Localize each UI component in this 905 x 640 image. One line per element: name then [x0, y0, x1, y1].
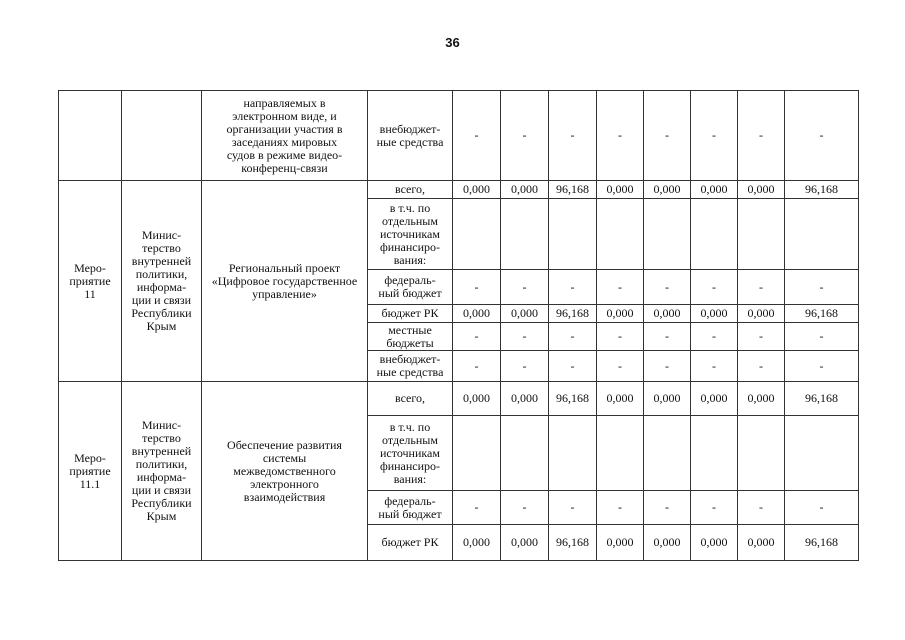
- funding-source-label: всего,: [368, 181, 453, 199]
- value-cell: 0,000: [453, 525, 501, 561]
- value-cell: 0,000: [738, 382, 785, 416]
- funding-source-label: внебюджет- ные средства: [368, 91, 453, 181]
- value-cell-empty: [453, 199, 501, 270]
- funding-source-label: бюджет РК: [368, 305, 453, 323]
- description-cell: Обеспечение развития системы межведомственного электронного взаимодействия: [202, 382, 368, 561]
- funding-source-label: федераль- ный бюджет: [368, 491, 453, 525]
- value-cell-dash: -: [549, 323, 597, 351]
- value-cell: 0,000: [501, 525, 549, 561]
- value-cell-empty: [785, 416, 859, 491]
- value-cell-dash: -: [501, 351, 549, 382]
- table-row: [59, 382, 859, 416]
- value-cell-dash: -: [453, 351, 501, 382]
- description-cell: направляемых в электронном виде, и организации участия в заседаниях мировых судов в режиме видео- конференц-связи: [202, 91, 368, 181]
- value-cell-empty: [644, 416, 691, 491]
- funding-source-label: в т.ч. по отдельным источникам финансиро- вания:: [368, 416, 453, 491]
- value-cell: 0,000: [453, 181, 501, 199]
- value-cell: 96,168: [549, 181, 597, 199]
- value-cell: 96,168: [549, 525, 597, 561]
- table-row: [59, 91, 859, 181]
- value-cell-empty: [597, 199, 644, 270]
- value-cell: 0,000: [501, 305, 549, 323]
- value-cell-dash: -: [549, 491, 597, 525]
- value-cell: 0,000: [453, 305, 501, 323]
- value-cell-dash: -: [597, 491, 644, 525]
- event-name-cell: Меро- приятие 11: [59, 181, 122, 382]
- value-cell-empty: [597, 416, 644, 491]
- value-cell-empty: [501, 199, 549, 270]
- value-cell-dash: -: [453, 323, 501, 351]
- executor-cell: Минис- терство внутренней политики, информа- ции и связи Республики Крым: [122, 382, 202, 561]
- value-cell-dash: -: [785, 91, 859, 181]
- value-cell-dash: -: [597, 270, 644, 305]
- value-cell: 0,000: [644, 382, 691, 416]
- value-cell: 0,000: [691, 382, 738, 416]
- value-cell: 0,000: [691, 305, 738, 323]
- value-cell-empty: [453, 416, 501, 491]
- executor-cell: [122, 91, 202, 181]
- value-cell-dash: -: [691, 491, 738, 525]
- value-cell-dash: -: [644, 351, 691, 382]
- value-cell: 96,168: [785, 181, 859, 199]
- value-cell-dash: -: [738, 351, 785, 382]
- value-cell: 0,000: [738, 525, 785, 561]
- value-cell-dash: -: [453, 91, 501, 181]
- value-cell-empty: [785, 199, 859, 270]
- value-cell-empty: [644, 199, 691, 270]
- value-cell-dash: -: [453, 491, 501, 525]
- value-cell-dash: -: [549, 270, 597, 305]
- value-cell-dash: -: [644, 323, 691, 351]
- value-cell-dash: -: [644, 270, 691, 305]
- value-cell-dash: -: [785, 491, 859, 525]
- value-cell: 0,000: [738, 305, 785, 323]
- value-cell-dash: -: [644, 491, 691, 525]
- funding-source-label: всего,: [368, 382, 453, 416]
- funding-source-label: внебюджет- ные средства: [368, 351, 453, 382]
- value-cell-dash: -: [501, 91, 549, 181]
- value-cell-empty: [549, 199, 597, 270]
- value-cell-empty: [691, 416, 738, 491]
- value-cell: 0,000: [597, 305, 644, 323]
- value-cell: 96,168: [785, 525, 859, 561]
- value-cell: 96,168: [785, 382, 859, 416]
- value-cell-empty: [549, 416, 597, 491]
- page-number: 36: [445, 35, 460, 50]
- value-cell: 96,168: [549, 305, 597, 323]
- value-cell-dash: -: [644, 91, 691, 181]
- value-cell-dash: -: [691, 270, 738, 305]
- event-name-cell: [59, 91, 122, 181]
- value-cell: 0,000: [597, 525, 644, 561]
- executor-cell: Минис- терство внутренней политики, информа- ции и связи Республики Крым: [122, 181, 202, 382]
- value-cell: 0,000: [644, 525, 691, 561]
- value-cell-dash: -: [785, 351, 859, 382]
- value-cell-dash: -: [597, 91, 644, 181]
- value-cell-dash: -: [501, 323, 549, 351]
- value-cell-dash: -: [597, 323, 644, 351]
- value-cell: 0,000: [738, 181, 785, 199]
- value-cell: 0,000: [453, 382, 501, 416]
- table-row: [59, 181, 859, 199]
- value-cell-dash: -: [738, 270, 785, 305]
- value-cell-dash: -: [785, 270, 859, 305]
- value-cell-dash: -: [501, 491, 549, 525]
- event-name-cell: Меро- приятие 11.1: [59, 382, 122, 561]
- funding-source-label: в т.ч. по отдельным источникам финансиро- вания:: [368, 199, 453, 270]
- value-cell-empty: [738, 199, 785, 270]
- value-cell: 0,000: [597, 181, 644, 199]
- value-cell: 0,000: [597, 382, 644, 416]
- value-cell: 0,000: [501, 181, 549, 199]
- value-cell: 96,168: [549, 382, 597, 416]
- value-cell-dash: -: [738, 323, 785, 351]
- value-cell: 96,168: [785, 305, 859, 323]
- value-cell-dash: -: [738, 491, 785, 525]
- value-cell-empty: [691, 199, 738, 270]
- value-cell-dash: -: [549, 351, 597, 382]
- budget-table: [58, 90, 859, 561]
- value-cell: 0,000: [691, 181, 738, 199]
- value-cell-dash: -: [738, 91, 785, 181]
- value-cell-empty: [501, 416, 549, 491]
- value-cell-dash: -: [501, 270, 549, 305]
- funding-source-label: местные бюджеты: [368, 323, 453, 351]
- value-cell: 0,000: [644, 181, 691, 199]
- value-cell-dash: -: [691, 91, 738, 181]
- value-cell: 0,000: [644, 305, 691, 323]
- value-cell-dash: -: [691, 323, 738, 351]
- value-cell-empty: [738, 416, 785, 491]
- value-cell: 0,000: [691, 525, 738, 561]
- value-cell-dash: -: [785, 323, 859, 351]
- value-cell-dash: -: [549, 91, 597, 181]
- value-cell: 0,000: [501, 382, 549, 416]
- description-cell: Региональный проект «Цифровое государственное управление»: [202, 181, 368, 382]
- value-cell-dash: -: [597, 351, 644, 382]
- value-cell-dash: -: [453, 270, 501, 305]
- funding-source-label: бюджет РК: [368, 525, 453, 561]
- funding-source-label: федераль- ный бюджет: [368, 270, 453, 305]
- value-cell-dash: -: [691, 351, 738, 382]
